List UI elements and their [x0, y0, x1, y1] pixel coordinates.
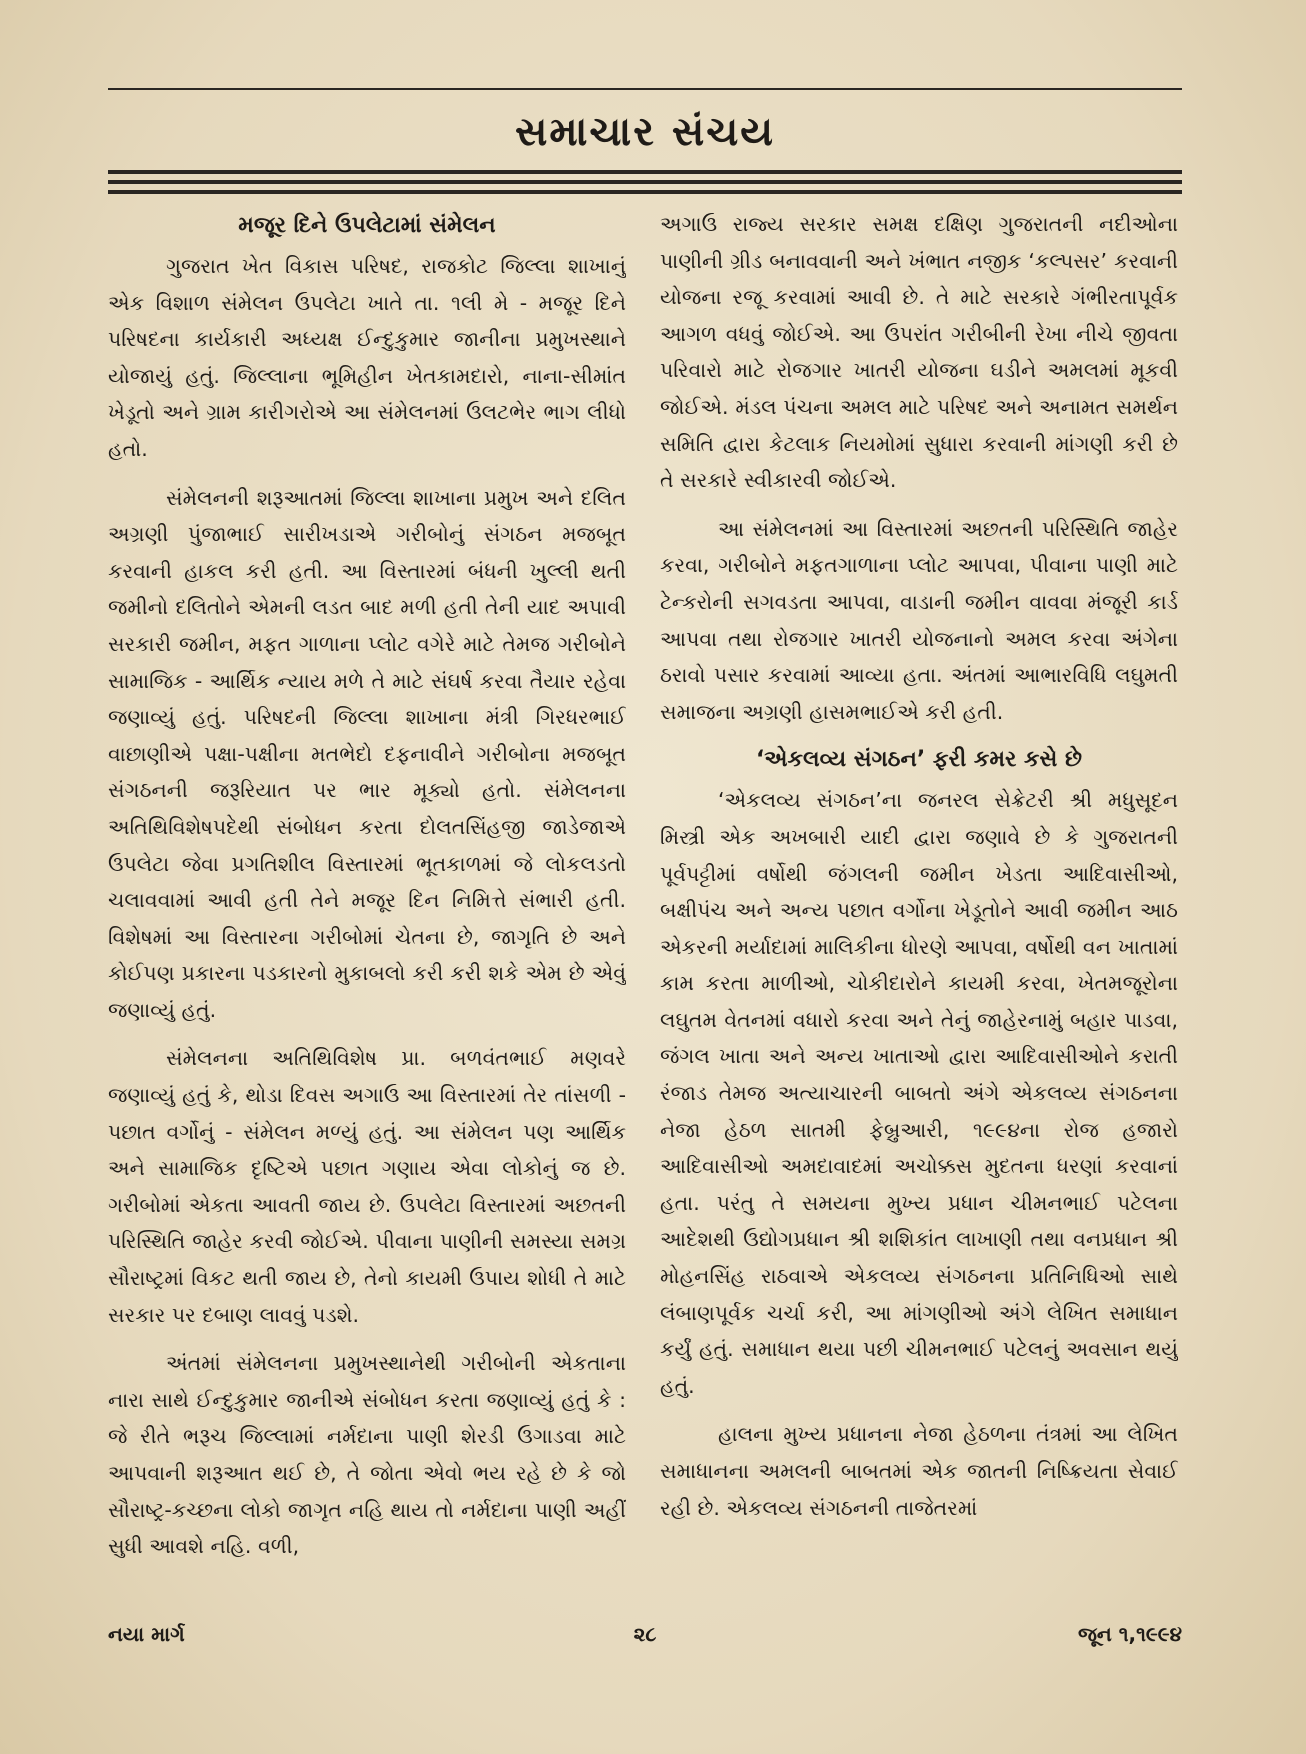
paragraph: આ સંમેલનમાં આ વિસ્તારમાં અછતની પરિસ્થિતિ જાહેર કરવા, ગરીબોને મફતગાળાના પ્લોટ આપવા, પીવાના પાણી માટે ટેન્કરોની સગવડતા આપવા, વાડાની જમીન વાવવા મંજૂરી કાર્ડ આપવા તથા રોજગાર ખાતરી યોજનાનો અમલ કરવા અંગેના ઠરાવો પસાર કરવામાં આવ્યા હતા. અંતમાં આભારવિધિ લઘુમતી સમાજના અગ્રણી હાસમભાઈએ કરી હતી. — [660, 516, 1178, 724]
publication-name: નયા માર્ગ — [108, 1622, 185, 1646]
title-rule — [108, 190, 1182, 194]
paragraph: ગુજરાત ખેત વિકાસ પરિષદ, રાજકોટ જિલ્લા શાખાનું એક વિશાળ સંમેલન ઉપલેટા ખાતે તા. ૧લી મે - મજૂર દિને પરિષદના કાર્યકારી અધ્યક્ષ ઈન્દુકુમાર જાનીના પ્રમુખસ્થાને યોજાયું હતું. જિલ્લાના ભૂમિહીન ખેતકામદારો, નાના-સીમાંત ખેડૂતો અને ગ્રામ કારીગરોએ આ સંમેલનમાં ઉલટભેર ભાગ લીધો હતો. — [108, 254, 626, 461]
title-rule — [108, 170, 1182, 174]
top-rule — [108, 88, 1182, 90]
paragraph: ‘એકલવ્ય સંગઠન’ના જનરલ સેક્રેટરી શ્રી મધુસૂદન મિસ્ત્રી એક અખબારી યાદી દ્વારા જણાવે છે કે ગુજરાતની પૂર્વપટ્ટીમાં વર્ષોથી જંગલની જમીન ખેડતા આદિવાસીઓ, બક્ષીપંચ અને અન્ય પછાત વર્ગોના ખેડૂતોને આવી જમીન આઠ એકરની મર્યાદામાં માલિકીના ધોરણે આપવા, વર્ષોથી વન ખાતામાં કામ કરતા માળીઓ, ચોકીદારોને કાયમી કરવા, ખેતમજૂરોના લઘુતમ વેતનમાં વધારો કરવા અને તેનું જાહેરનામું બહાર પાડવા, જંગલ ખાતા અને અન્ય ખાતાઓ દ્વારા આદિવાસીઓને કરાતી રંજાડ તેમજ અત્યાચારની બાબતો અંગે એકલવ્ય સંગઠનના નેજા હેઠળ સાતમી ફેબ્રુઆરી, ૧૯૯૪ના રોજ હજારો આદિવાસીઓ અમદાવાદમાં અચોક્કસ મુદતના ધરણાં કરવાનાં હતા. પરંતુ તે સમયના મુખ્ય પ્રધાન ચીમનભાઈ પટેલના આદેશથી ઉદ્યોગપ્રધાન શ્રી શશિકાંત લાખાણી તથા વનપ્રધાન શ્રી મોહનસિંહ રાઠવાએ એકલવ્ય સંગઠનના પ્રતિનિધિઓ સાથે લંબાણપૂર્વક ચર્ચા કરી, આ માંગણીઓ અંગે લેખિત સમાધાન કર્યું હતું. સમાધાન થયા પછી ચીમનભાઈ પટેલનું અવસાન થયું હતું. — [660, 788, 1178, 1398]
paragraph: હાલના મુખ્ય પ્રધાનના નેજા હેઠળના તંત્રમાં આ લેખિત સમાધાનના અમલની બાબતમાં એક જાતની નિષ્ક્રિયતા સેવાઈ રહી છે. એકલવ્ય સંગઠનની તાજેતરમાં — [660, 1422, 1178, 1520]
left-column — [108, 206, 626, 1606]
paragraph: અંતમાં સંમેલનના પ્રમુખસ્થાનેથી ગરીબોની એકતાના નારા સાથે ઈન્દુકુમાર જાનીએ સંબોધન કરતા જણાવ્યું હતું કે : જે રીતે ભરૂચ જિલ્લામાં નર્મદાના પાણી શેરડી ઉગાડવા માટે આપવાની શરૂઆત થઈ છે, તે જોતા એવો ભય રહે છે કે જો સૌરાષ્ટ્ર-કચ્છના લોકો જાગૃત નહિ થાય તો નર્મદાના પાણી અહીં સુધી આવશે નહિ. વળી, — [108, 1351, 626, 1559]
article-heading: ‘એકલવ્ય સંગઠન’ ફરી કમર કસે છે — [755, 747, 1083, 773]
page-title: સમાચાર સંચય — [514, 109, 775, 155]
page-number: ૨૮ — [633, 1622, 657, 1646]
title-rule — [108, 180, 1182, 184]
issue-date: જૂન ૧,૧૯૯૪ — [1077, 1622, 1182, 1646]
page-footer — [108, 1622, 1182, 1658]
paragraph: અગાઉ રાજ્ય સરકાર સમક્ષ દક્ષિણ ગુજરાતની નદીઓના પાણીની ગ્રીડ બનાવવાની અને ખંભાત નજીક ‘કલ્પસર’ કરવાની યોજના રજૂ કરવામાં આવી છે. તે માટે સરકારે ગંભીરતાપૂર્વક આગળ વધવું જોઈએ. આ ઉપરાંત ગરીબીની રેખા નીચે જીવતા પરિવારો માટે રોજગાર ખાતરી યોજના ઘડીને અમલમાં મૂકવી જોઈએ. મંડલ પંચના અમલ માટે પરિષદ અને અનામત સમર્થન સમિતિ દ્વારા કેટલાક નિયમોમાં સુધારા કરવાની માંગણી કરી છે તે સરકારે સ્વીકારવી જોઈએ. — [660, 212, 1178, 493]
paragraph: સંમેલનની શરૂઆતમાં જિલ્લા શાખાના પ્રમુખ અને દલિત અગ્રણી પુંજાભાઈ સારીખડાએ ગરીબોનું સંગઠન મજબૂત કરવાની હાકલ કરી હતી. આ વિસ્તારમાં બંધની ખુલ્લી થતી જમીનો દલિતોને એમની લડત બાદ મળી હતી તેની યાદ અપાવી સરકારી જમીન, મફત ગાળાના પ્લોટ વગેરે માટે તેમજ ગરીબોને સામાજિક - આર્થિક ન્યાય મળે તે માટે સંઘર્ષ કરવા તૈયાર રહેવા જણાવ્યું હતું. પરિષદની જિલ્લા શાખાના મંત્રી ગિરધરભાઈ વાછાણીએ પક્ષા-પક્ષીના મતભેદો દફનાવીને ગરીબોના મજબૂત સંગઠનની જરૂરિયાત પર ભાર મૂક્યો હતો. સંમેલનના અતિથિવિશેષપદેથી સંબોધન કરતા દોલતસિંહજી જાડેજાએ ઉપલેટા જેવા પ્રગતિશીલ વિસ્તારમાં ભૂતકાળમાં જે લોકલડતો ચલાવવામાં આવી હતી તેને મજૂર દિન નિમિત્તે સંભારી હતી. વિશેષમાં આ વિસ્તારના ગરીબોમાં ચેતના છે, જાગૃતિ છે અને કોઈપણ પ્રકારના પડકારનો મુકાબલો કરી કરી શકે એમ છે એવું જણાવ્યું હતું. — [108, 485, 626, 1022]
paragraph: સંમેલનના અતિથિવિશેષ પ્રા. બળવંતભાઈ મણવરે જણાવ્યું હતું કે, થોડા દિવસ અગાઉ આ વિસ્તારમાં તેર તાંસળી - પછાત વર્ગોનું - સંમેલન મળ્યું હતું. આ સંમેલન પણ આર્થિક અને સામાજિક દૃષ્ટિએ પછાત ગણાય એવા લોકોનું જ છે. ગરીબોમાં એકતા આવતી જાય છે. ઉપલેટા વિસ્તારમાં અછતની પરિસ્થિતિ જાહેર કરવી જોઈએ. પીવાના પાણીની સમસ્યા સમગ્ર સૌરાષ્ટ્રમાં વિકટ થતી જાય છે, તેનો કાયમી ઉપાય શોધી તે માટે સરકાર પર દબાણ લાવવું પડશે. — [108, 1046, 626, 1327]
right-column — [660, 206, 1178, 1606]
article-heading: મજૂર દિને ઉપલેટામાં સંમેલન — [238, 213, 496, 238]
